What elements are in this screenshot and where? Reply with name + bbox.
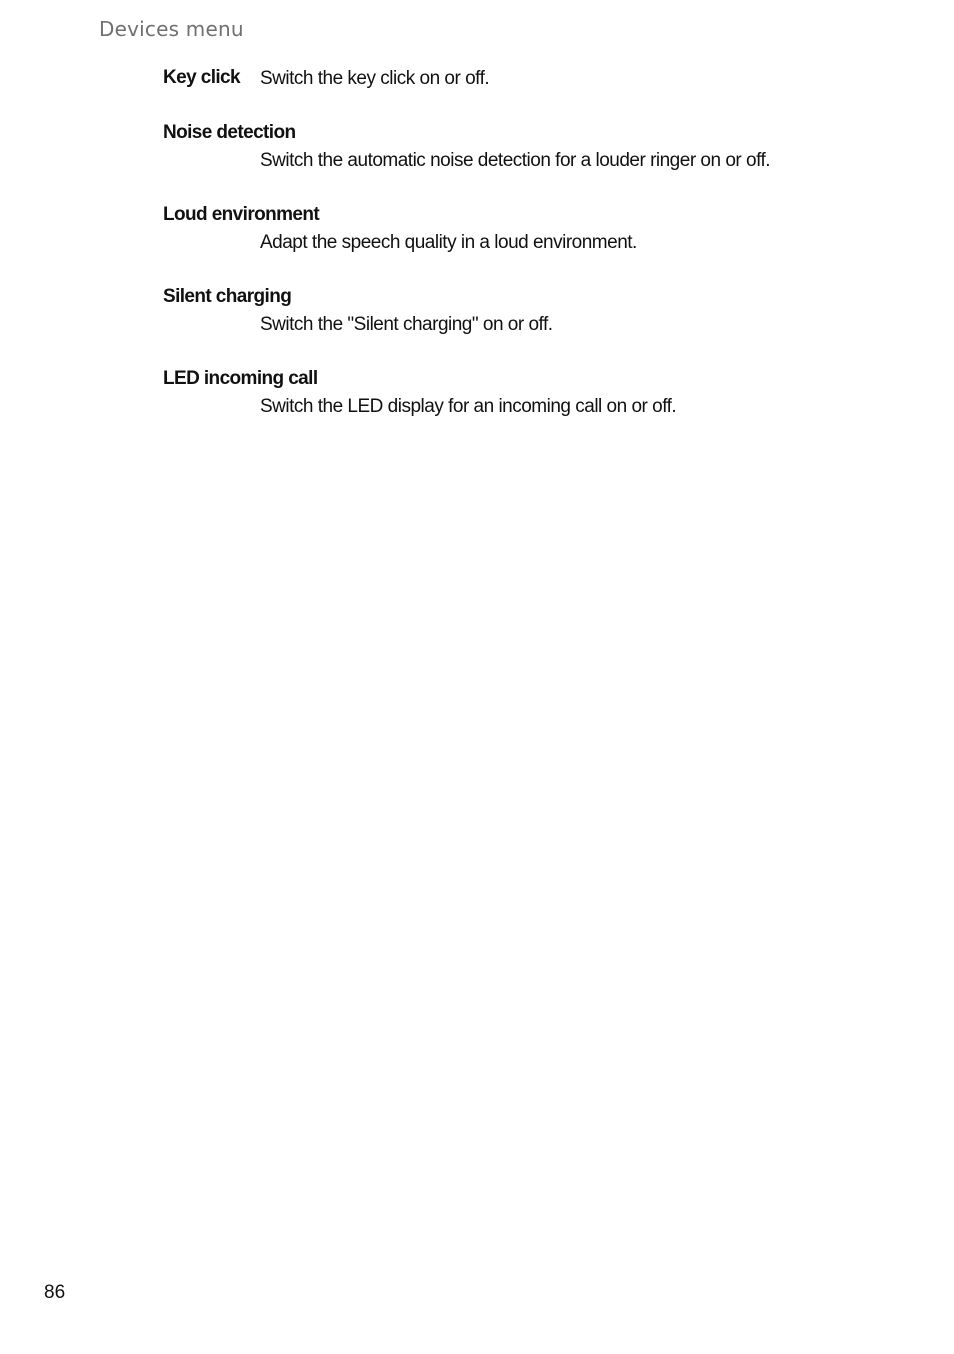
term-silent-charging: Silent charging xyxy=(163,286,292,307)
description-silent-charging: Switch the "Silent charging" on or off. xyxy=(260,314,553,335)
term-loud-environment: Loud environment xyxy=(163,204,320,225)
section-header: Devices menu xyxy=(99,17,244,41)
description-noise-detection: Switch the automatic noise detection for a louder ringer on or off. xyxy=(260,150,771,171)
description-loud-environment: Adapt the speech quality in a loud environment. xyxy=(260,232,637,253)
term-key-click: Key click xyxy=(163,67,240,88)
description-key-click: Switch the key click on or off. xyxy=(260,68,490,89)
description-led-incoming-call: Switch the LED display for an incoming call on or off. xyxy=(260,396,677,417)
page-number: 86 xyxy=(44,1282,66,1303)
term-noise-detection: Noise detection xyxy=(163,122,296,143)
term-led-incoming-call: LED incoming call xyxy=(163,368,318,389)
